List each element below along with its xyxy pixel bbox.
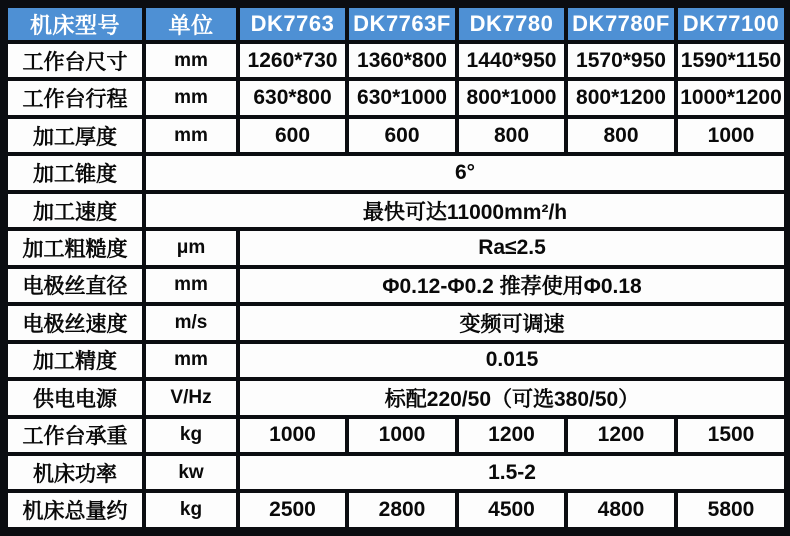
column-header-0: 机床型号 [6, 6, 144, 42]
unit-cell: mm [144, 342, 238, 379]
header-row [6, 6, 786, 42]
value-cell: 2800 [347, 491, 457, 529]
table-row [6, 267, 786, 304]
row-label: 电极丝直径 [6, 267, 144, 304]
row-label: 加工厚度 [6, 117, 144, 154]
machine-spec-table [4, 4, 788, 531]
table-row [6, 192, 786, 229]
row-label: 工作台行程 [6, 79, 144, 116]
unit-cell: kw [144, 454, 238, 491]
value-cell: 630*1000 [347, 79, 457, 116]
column-header-5: DK7780F [566, 6, 676, 42]
column-header-2: DK7763 [238, 6, 347, 42]
value-cell: 1360*800 [347, 42, 457, 79]
row-label: 机床总量约 [6, 491, 144, 529]
row-label: 加工锥度 [6, 154, 144, 191]
value-cell: 1000*1200 [676, 79, 786, 116]
value-cell: 1260*730 [238, 42, 347, 79]
table-row [6, 379, 786, 416]
value-cell: 5800 [676, 491, 786, 529]
column-header-3: DK7763F [347, 6, 457, 42]
value-cell: 1500 [676, 417, 786, 454]
merged-value-cell: 0.015 [238, 342, 786, 379]
value-cell: 4800 [566, 491, 676, 529]
value-cell: 1200 [566, 417, 676, 454]
row-label: 加工速度 [6, 192, 144, 229]
table-row [6, 42, 786, 79]
unit-cell: mm [144, 117, 238, 154]
value-cell: 4500 [457, 491, 566, 529]
column-header-6: DK77100 [676, 6, 786, 42]
unit-cell: kg [144, 417, 238, 454]
value-cell: 630*800 [238, 79, 347, 116]
table-row [6, 117, 786, 154]
merged-value-cell: 变频可调速 [238, 304, 786, 341]
row-label: 机床功率 [6, 454, 144, 491]
value-cell: 600 [347, 117, 457, 154]
unit-cell: mm [144, 79, 238, 116]
table-row [6, 342, 786, 379]
merged-value-cell: 6° [144, 154, 786, 191]
value-cell: 1440*950 [457, 42, 566, 79]
table-body [6, 42, 786, 529]
value-cell: 1000 [347, 417, 457, 454]
merged-value-cell: Ra≤2.5 [238, 229, 786, 266]
value-cell: 800*1200 [566, 79, 676, 116]
row-label: 工作台尺寸 [6, 42, 144, 79]
table-row [6, 454, 786, 491]
merged-value-cell: 1.5-2 [238, 454, 786, 491]
value-cell: 1590*1150 [676, 42, 786, 79]
value-cell: 1000 [238, 417, 347, 454]
unit-cell: μm [144, 229, 238, 266]
table-row [6, 417, 786, 454]
unit-cell: mm [144, 267, 238, 304]
merged-value-cell: 最快可达11000mm²/h [144, 192, 786, 229]
table-row [6, 154, 786, 191]
row-label: 加工粗糙度 [6, 229, 144, 266]
table-row [6, 491, 786, 529]
value-cell: 1570*950 [566, 42, 676, 79]
value-cell: 600 [238, 117, 347, 154]
value-cell: 800*1000 [457, 79, 566, 116]
table-row [6, 304, 786, 341]
table-header [6, 6, 786, 42]
table-row [6, 229, 786, 266]
row-label: 供电电源 [6, 379, 144, 416]
table-row [6, 79, 786, 116]
merged-value-cell: Φ0.12-Φ0.2 推荐使用Φ0.18 [238, 267, 786, 304]
row-label: 电极丝速度 [6, 304, 144, 341]
column-header-4: DK7780 [457, 6, 566, 42]
merged-value-cell: 标配220/50（可选380/50） [238, 379, 786, 416]
value-cell: 800 [457, 117, 566, 154]
unit-cell: V/Hz [144, 379, 238, 416]
value-cell: 1200 [457, 417, 566, 454]
row-label: 工作台承重 [6, 417, 144, 454]
unit-cell: kg [144, 491, 238, 529]
value-cell: 2500 [238, 491, 347, 529]
value-cell: 1000 [676, 117, 786, 154]
unit-cell: mm [144, 42, 238, 79]
value-cell: 800 [566, 117, 676, 154]
unit-cell: m/s [144, 304, 238, 341]
row-label: 加工精度 [6, 342, 144, 379]
column-header-1: 单位 [144, 6, 238, 42]
